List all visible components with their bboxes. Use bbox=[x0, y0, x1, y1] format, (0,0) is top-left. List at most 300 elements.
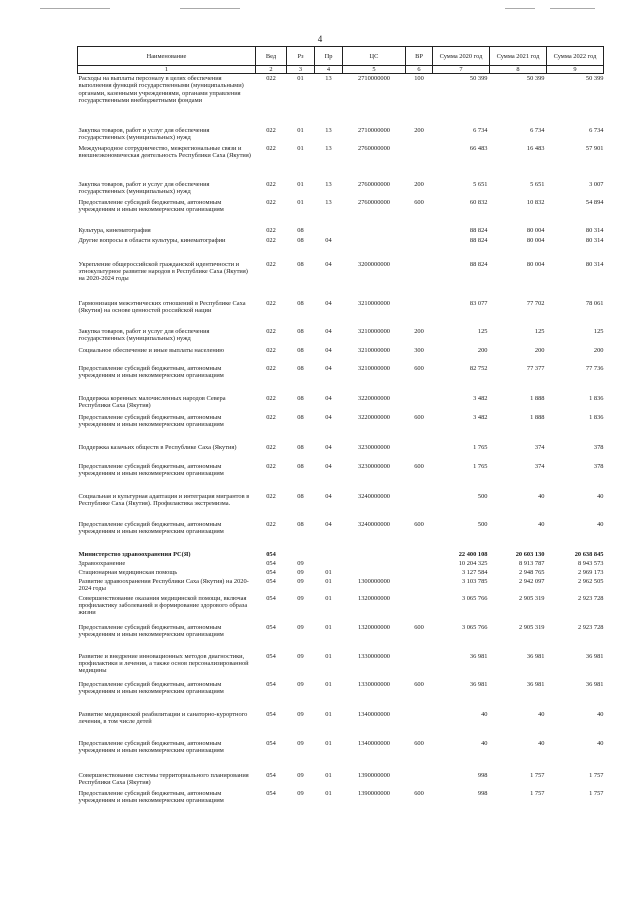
row-ved: 022 bbox=[266, 443, 276, 451]
row-cs: 3210000000 bbox=[358, 327, 390, 335]
row-vr: 100 bbox=[414, 75, 424, 82]
table-row bbox=[78, 260, 604, 299]
row-name: Культура, кинематография bbox=[78, 226, 151, 234]
table-row bbox=[78, 568, 604, 577]
row-name: Расходы на выплаты персоналу в целях обеспечения выполнения функций государственными (муниципальными) органами, казенными учреждениями, органами управления государственными внебюджетными фондами bbox=[78, 75, 244, 104]
header-name: Наименование bbox=[78, 47, 256, 66]
row-rz: 08 bbox=[297, 327, 304, 335]
column-number: 2 bbox=[256, 66, 287, 74]
row-sum-2020: 3 103 785 bbox=[461, 577, 488, 585]
row-sum-2022: 1 836 bbox=[589, 394, 604, 402]
row-cs: 3220000000 bbox=[358, 413, 390, 421]
row-name: Совершенствование системы территориального планирования Республики Саха (Якутия) bbox=[78, 771, 249, 786]
table-row bbox=[78, 144, 604, 180]
row-ved: 054 bbox=[266, 568, 276, 576]
row-pr bbox=[315, 559, 343, 568]
row-sum-2021: 125 bbox=[534, 327, 545, 335]
row-cs: 1340000000 bbox=[358, 739, 390, 747]
row-sum-2022: 36 981 bbox=[585, 652, 604, 660]
row-name: Закупка товаров, работ и услуг для обеспечения государственных (муниципальных) нужд bbox=[78, 126, 210, 141]
header-ved: Вед bbox=[256, 47, 287, 66]
row-vr bbox=[406, 771, 433, 789]
row-rz: 08 bbox=[297, 492, 304, 500]
table-row bbox=[78, 413, 604, 443]
row-sum-2020: 10 204 325 bbox=[458, 559, 488, 567]
row-sum-2021: 40 bbox=[538, 492, 545, 500]
row-rz: 01 bbox=[297, 144, 304, 152]
row-cs: 3220000000 bbox=[358, 394, 390, 402]
table-row bbox=[78, 559, 604, 568]
row-cs bbox=[343, 559, 406, 568]
row-ved: 054 bbox=[266, 710, 276, 718]
table-row bbox=[78, 623, 604, 652]
column-number: 3 bbox=[287, 66, 315, 74]
row-cs: 2760000000 bbox=[358, 198, 390, 206]
row-sum-2021: 16 483 bbox=[526, 144, 545, 152]
column-number: 6 bbox=[406, 66, 433, 74]
row-vr bbox=[406, 299, 433, 327]
row-rz: 08 bbox=[297, 394, 304, 402]
row-sum-2021: 1 888 bbox=[530, 394, 545, 402]
row-pr: 04 bbox=[325, 492, 332, 500]
row-sum-2020: 200 bbox=[477, 346, 488, 354]
row-sum-2022: 80 314 bbox=[585, 260, 604, 268]
scan-edge-line bbox=[180, 8, 240, 9]
row-ved: 054 bbox=[266, 652, 276, 660]
row-sum-2021: 1 757 bbox=[530, 771, 545, 779]
row-ved: 022 bbox=[266, 520, 276, 528]
row-rz: 09 bbox=[297, 594, 304, 602]
table-row bbox=[78, 180, 604, 198]
row-sum-2022: 20 638 845 bbox=[574, 550, 604, 558]
row-sum-2020: 998 bbox=[477, 771, 488, 779]
row-sum-2021: 2 905 319 bbox=[518, 623, 545, 631]
row-pr: 01 bbox=[325, 739, 332, 747]
row-pr: 01 bbox=[325, 623, 332, 631]
row-sum-2021: 36 981 bbox=[526, 652, 545, 660]
row-name: Предоставление субсидий бюджетным, автономным учреждениям и иным некоммерческим организациям bbox=[78, 739, 224, 754]
row-name: Министерство здравоохранения РС(Я) bbox=[78, 550, 191, 558]
row-rz: 08 bbox=[297, 443, 304, 451]
row-sum-2020: 3 482 bbox=[473, 413, 488, 421]
row-name: Предоставление субсидий бюджетным, автономным учреждениям и иным некоммерческим организациям bbox=[78, 520, 224, 535]
header-vr: ВР bbox=[406, 47, 433, 66]
row-name: Предоставление субсидий бюджетным, автономным учреждениям и иным некоммерческим организациям bbox=[78, 413, 224, 428]
row-cs: 2760000000 bbox=[358, 144, 390, 152]
row-rz: 08 bbox=[297, 520, 304, 528]
row-sum-2021: 10 832 bbox=[526, 198, 545, 206]
row-rz: 09 bbox=[297, 680, 304, 688]
row-sum-2021: 374 bbox=[534, 443, 545, 451]
row-name: Предоставление субсидий бюджетным, автономным учреждениям и иным некоммерческим организациям bbox=[78, 364, 224, 379]
table-row bbox=[78, 789, 604, 807]
row-cs: 3240000000 bbox=[358, 492, 390, 500]
row-pr: 04 bbox=[325, 364, 332, 372]
row-pr: 13 bbox=[325, 180, 332, 188]
table-row bbox=[78, 550, 604, 559]
row-cs: 3230000000 bbox=[358, 443, 390, 451]
table-row bbox=[78, 346, 604, 364]
header-rz: Рз bbox=[287, 47, 315, 66]
column-number: 7 bbox=[433, 66, 490, 74]
row-cs: 1320000000 bbox=[358, 594, 390, 602]
row-sum-2020: 500 bbox=[477, 520, 488, 528]
row-name: Социальное обеспечение и иные выплаты населению bbox=[78, 346, 225, 354]
row-pr: 04 bbox=[325, 413, 332, 421]
row-sum-2020: 50 399 bbox=[469, 75, 488, 82]
row-cs: 1320000000 bbox=[358, 623, 390, 631]
row-sum-2020: 40 bbox=[481, 710, 488, 718]
row-sum-2022: 57 901 bbox=[585, 144, 604, 152]
row-name: Предоставление субсидий бюджетным, автономным учреждениям и иным некоммерческим организациям bbox=[78, 623, 224, 638]
row-name: Развитие медицинской реабилитации и санаторно-курортного лечения, в том числе детей bbox=[78, 710, 248, 725]
row-sum-2022: 2 923 728 bbox=[577, 623, 604, 631]
row-sum-2020: 5 651 bbox=[473, 180, 488, 188]
row-pr: 01 bbox=[325, 710, 332, 718]
row-sum-2020: 998 bbox=[477, 789, 488, 797]
row-name: Закупка товаров, работ и услуг для обеспечения государственных (муниципальных) нужд bbox=[78, 180, 210, 195]
row-sum-2022: 40 bbox=[597, 710, 604, 718]
row-sum-2021: 80 004 bbox=[526, 236, 545, 244]
row-sum-2020: 88 824 bbox=[469, 226, 488, 234]
row-rz: 01 bbox=[297, 198, 304, 206]
scan-edge-line bbox=[550, 8, 595, 9]
table-row bbox=[78, 236, 604, 260]
row-pr: 04 bbox=[325, 260, 332, 268]
row-cs: 1340000000 bbox=[358, 710, 390, 718]
row-rz: 08 bbox=[297, 226, 304, 234]
column-number-row bbox=[78, 66, 604, 74]
table-header-row bbox=[78, 47, 604, 66]
row-sum-2020: 40 bbox=[481, 739, 488, 747]
row-rz: 08 bbox=[297, 346, 304, 354]
row-ved: 022 bbox=[266, 346, 276, 354]
row-name: Предоставление субсидий бюджетным, автономным учреждениям и иным некоммерческим организациям bbox=[78, 462, 224, 477]
row-vr bbox=[406, 226, 433, 236]
row-cs: 3210000000 bbox=[358, 299, 390, 307]
row-sum-2021: 50 399 bbox=[526, 75, 545, 82]
row-vr: 600 bbox=[414, 623, 424, 631]
table-row bbox=[78, 364, 604, 394]
table-row bbox=[78, 74, 604, 126]
row-sum-2022: 2 923 728 bbox=[577, 594, 604, 602]
row-rz: 09 bbox=[297, 559, 304, 567]
row-pr: 04 bbox=[325, 394, 332, 402]
row-sum-2022: 77 736 bbox=[585, 364, 604, 372]
row-ved: 022 bbox=[266, 180, 276, 188]
row-vr bbox=[406, 559, 433, 568]
row-ved: 054 bbox=[266, 577, 276, 585]
row-ved: 054 bbox=[266, 771, 276, 779]
row-ved: 054 bbox=[266, 550, 276, 558]
row-sum-2020: 3 065 766 bbox=[461, 594, 488, 602]
row-rz: 01 bbox=[297, 126, 304, 134]
row-sum-2020: 6 734 bbox=[473, 126, 488, 134]
row-vr bbox=[406, 394, 433, 413]
row-vr bbox=[406, 260, 433, 299]
row-sum-2020: 83 077 bbox=[469, 299, 488, 307]
row-vr bbox=[406, 710, 433, 739]
row-vr: 600 bbox=[414, 739, 424, 747]
table-row bbox=[78, 462, 604, 492]
row-vr: 600 bbox=[414, 413, 424, 421]
scan-edge-line bbox=[505, 8, 535, 9]
row-ved: 054 bbox=[266, 739, 276, 747]
row-pr: 01 bbox=[325, 568, 332, 576]
column-number: 9 bbox=[547, 66, 604, 74]
row-ved: 022 bbox=[266, 299, 276, 307]
table-row bbox=[78, 126, 604, 144]
row-sum-2020: 88 824 bbox=[469, 260, 488, 268]
row-vr: 200 bbox=[414, 180, 424, 188]
column-number: 8 bbox=[490, 66, 547, 74]
row-sum-2021: 80 004 bbox=[526, 226, 545, 234]
row-sum-2020: 60 832 bbox=[469, 198, 488, 206]
table-row bbox=[78, 739, 604, 771]
row-name: Укрепление общероссийской гражданской идентичности и этнокультурное развитие народов в Республике Саха (Якутия) на 2020-2024 годы bbox=[78, 260, 248, 283]
row-pr: 13 bbox=[325, 198, 332, 206]
row-vr bbox=[406, 594, 433, 623]
budget-table bbox=[77, 46, 604, 807]
row-pr bbox=[315, 226, 343, 236]
row-sum-2022: 36 981 bbox=[585, 680, 604, 688]
row-cs: 2710000000 bbox=[358, 75, 390, 82]
row-vr: 600 bbox=[414, 198, 424, 206]
row-pr: 04 bbox=[325, 236, 332, 244]
row-cs: 3210000000 bbox=[358, 364, 390, 372]
row-ved: 054 bbox=[266, 680, 276, 688]
row-name: Международное сотрудничество, межрегиональные связи и внешнеэкономическая деятельность Республики Саха (Якутия) bbox=[78, 144, 251, 159]
row-cs bbox=[343, 550, 406, 559]
row-sum-2022: 378 bbox=[593, 462, 604, 470]
row-sum-2021: 2 942 097 bbox=[518, 577, 545, 585]
row-cs: 2760000000 bbox=[358, 180, 390, 188]
row-sum-2021: 374 bbox=[534, 462, 545, 470]
row-pr: 04 bbox=[325, 299, 332, 307]
row-pr: 01 bbox=[325, 680, 332, 688]
row-pr: 01 bbox=[325, 652, 332, 660]
row-sum-2022: 40 bbox=[597, 520, 604, 528]
row-vr: 200 bbox=[414, 327, 424, 335]
row-sum-2021: 1 888 bbox=[530, 413, 545, 421]
row-ved: 022 bbox=[266, 413, 276, 421]
row-sum-2022: 78 061 bbox=[585, 299, 604, 307]
row-vr: 600 bbox=[414, 364, 424, 372]
row-sum-2022: 6 734 bbox=[589, 126, 604, 134]
row-pr: 04 bbox=[325, 327, 332, 335]
row-sum-2022: 54 894 bbox=[585, 198, 604, 206]
row-rz: 09 bbox=[297, 789, 304, 797]
row-vr: 200 bbox=[414, 126, 424, 134]
table-row bbox=[78, 652, 604, 680]
row-sum-2020: 125 bbox=[477, 327, 488, 335]
row-vr bbox=[406, 550, 433, 559]
row-name: Стационарная медицинская помощь bbox=[78, 568, 178, 576]
row-rz: 09 bbox=[297, 739, 304, 747]
row-rz: 08 bbox=[297, 364, 304, 372]
table-row bbox=[78, 771, 604, 789]
row-cs: 1390000000 bbox=[358, 789, 390, 797]
row-vr: 600 bbox=[414, 789, 424, 797]
row-sum-2020: 36 981 bbox=[469, 680, 488, 688]
table-row bbox=[78, 327, 604, 346]
row-cs: 1300000000 bbox=[358, 577, 390, 585]
row-pr: 04 bbox=[325, 520, 332, 528]
row-rz: 08 bbox=[297, 413, 304, 421]
table-row bbox=[78, 710, 604, 739]
row-vr bbox=[406, 443, 433, 462]
row-pr bbox=[315, 550, 343, 559]
table-row bbox=[78, 394, 604, 413]
row-ved: 054 bbox=[266, 594, 276, 602]
row-pr: 01 bbox=[325, 577, 332, 585]
row-vr: 600 bbox=[414, 462, 424, 470]
row-ved: 022 bbox=[266, 327, 276, 335]
table-row bbox=[78, 299, 604, 327]
column-number: 1 bbox=[78, 66, 256, 74]
row-sum-2022: 80 314 bbox=[585, 236, 604, 244]
row-sum-2022: 2 969 173 bbox=[577, 568, 604, 576]
row-cs: 3240000000 bbox=[358, 520, 390, 528]
row-sum-2022: 1 757 bbox=[589, 771, 604, 779]
row-ved: 022 bbox=[266, 236, 276, 244]
row-ved: 054 bbox=[266, 789, 276, 797]
row-vr: 300 bbox=[414, 346, 424, 354]
row-name: Гармонизация межэтнических отношений в Республике Саха (Якутия) на основе ценностей российской нации bbox=[78, 299, 246, 314]
column-number: 5 bbox=[343, 66, 406, 74]
column-number: 4 bbox=[315, 66, 343, 74]
row-cs: 3230000000 bbox=[358, 462, 390, 470]
row-vr bbox=[406, 577, 433, 594]
table-row bbox=[78, 198, 604, 226]
row-rz bbox=[287, 550, 315, 559]
row-sum-2022: 3 007 bbox=[589, 180, 604, 188]
row-sum-2020: 36 981 bbox=[469, 652, 488, 660]
row-cs: 3200000000 bbox=[358, 260, 390, 268]
row-ved: 022 bbox=[266, 260, 276, 268]
row-ved: 022 bbox=[266, 462, 276, 470]
row-pr: 04 bbox=[325, 443, 332, 451]
row-vr bbox=[406, 144, 433, 180]
table-row bbox=[78, 226, 604, 236]
header-cs: ЦС bbox=[343, 47, 406, 66]
row-rz: 01 bbox=[297, 75, 304, 82]
row-rz: 09 bbox=[297, 652, 304, 660]
row-sum-2022: 1 757 bbox=[589, 789, 604, 797]
row-name: Поддержка казачьих обществ в Республике Саха (Якутия) bbox=[78, 443, 237, 451]
row-ved: 054 bbox=[266, 559, 276, 567]
row-ved: 022 bbox=[266, 364, 276, 372]
row-vr bbox=[406, 492, 433, 520]
table-row bbox=[78, 443, 604, 462]
row-sum-2020: 1 765 bbox=[473, 462, 488, 470]
table-row bbox=[78, 594, 604, 623]
scan-edge-line bbox=[40, 8, 110, 9]
row-cs bbox=[343, 568, 406, 577]
row-sum-2021: 8 913 787 bbox=[518, 559, 545, 567]
row-sum-2020: 22 400 108 bbox=[458, 550, 488, 558]
row-ved: 022 bbox=[266, 144, 276, 152]
header-sum-2022: Сумма 2022 год bbox=[547, 47, 604, 66]
table-row bbox=[78, 520, 604, 550]
row-sum-2022: 80 314 bbox=[585, 226, 604, 234]
row-sum-2022: 40 bbox=[597, 739, 604, 747]
row-sum-2021: 77 702 bbox=[526, 299, 545, 307]
row-ved: 022 bbox=[266, 75, 276, 82]
row-name: Развитие и внедрение инновационных методов диагностики, профилактики и лечения, а также основ персонализированной медицины bbox=[78, 652, 249, 675]
row-pr: 04 bbox=[325, 462, 332, 470]
table-row bbox=[78, 492, 604, 520]
row-rz: 08 bbox=[297, 462, 304, 470]
row-rz: 09 bbox=[297, 623, 304, 631]
row-ved: 022 bbox=[266, 198, 276, 206]
row-rz: 01 bbox=[297, 180, 304, 188]
row-sum-2021: 40 bbox=[538, 739, 545, 747]
row-rz: 09 bbox=[297, 577, 304, 585]
row-pr: 13 bbox=[325, 144, 332, 152]
row-name: Развитие здравоохранения Республики Саха (Якутия) на 2020-2024 годы bbox=[78, 577, 249, 592]
row-sum-2022: 8 943 573 bbox=[577, 559, 604, 567]
row-sum-2021: 20 603 130 bbox=[515, 550, 545, 558]
row-sum-2021: 200 bbox=[534, 346, 545, 354]
row-name: Предоставление субсидий бюджетным, автономным учреждениям и иным некоммерческим организациям bbox=[78, 789, 224, 804]
row-sum-2020: 82 752 bbox=[469, 364, 488, 372]
row-cs: 1330000000 bbox=[358, 680, 390, 688]
row-vr: 600 bbox=[414, 520, 424, 528]
row-pr: 01 bbox=[325, 789, 332, 797]
row-name: Другие вопросы в области культуры, кинематографии bbox=[78, 236, 226, 244]
row-sum-2022: 1 836 bbox=[589, 413, 604, 421]
row-sum-2020: 1 765 bbox=[473, 443, 488, 451]
header-sum-2021: Сумма 2021 год bbox=[490, 47, 547, 66]
row-sum-2020: 500 bbox=[477, 492, 488, 500]
row-cs: 1330000000 bbox=[358, 652, 390, 660]
row-cs: 1390000000 bbox=[358, 771, 390, 779]
row-sum-2021: 1 757 bbox=[530, 789, 545, 797]
row-rz: 08 bbox=[297, 299, 304, 307]
row-name: Социальная и культурная адаптация и интеграция мигрантов в Республике Саха (Якутия). Профилактика экстремизма. bbox=[78, 492, 250, 507]
row-sum-2020: 66 483 bbox=[469, 144, 488, 152]
row-name: Закупка товаров, работ и услуг для обеспечения государственных (муниципальных) нужд bbox=[78, 327, 210, 342]
row-sum-2021: 80 004 bbox=[526, 260, 545, 268]
header-pr: Пр bbox=[315, 47, 343, 66]
row-cs bbox=[343, 236, 406, 260]
row-sum-2021: 40 bbox=[538, 520, 545, 528]
row-vr bbox=[406, 236, 433, 260]
row-cs: 3210000000 bbox=[358, 346, 390, 354]
header-sum-2020: Сумма 2020 год bbox=[433, 47, 490, 66]
row-sum-2022: 200 bbox=[593, 346, 604, 354]
row-sum-2020: 88 824 bbox=[469, 236, 488, 244]
row-vr bbox=[406, 652, 433, 680]
page-number: 4 bbox=[317, 34, 323, 44]
row-ved: 054 bbox=[266, 623, 276, 631]
row-sum-2021: 77 377 bbox=[526, 364, 545, 372]
row-rz: 09 bbox=[297, 568, 304, 576]
row-sum-2022: 40 bbox=[597, 492, 604, 500]
row-sum-2021: 5 651 bbox=[530, 180, 545, 188]
row-sum-2021: 2 948 765 bbox=[518, 568, 545, 576]
row-sum-2020: 3 127 584 bbox=[461, 568, 488, 576]
row-vr bbox=[406, 568, 433, 577]
row-name: Предоставление субсидий бюджетным, автономным учреждениям и иным некоммерческим организациям bbox=[78, 198, 224, 213]
table-row bbox=[78, 680, 604, 710]
row-sum-2022: 2 962 505 bbox=[577, 577, 604, 585]
row-sum-2020: 3 482 bbox=[473, 394, 488, 402]
row-pr: 13 bbox=[325, 75, 332, 82]
row-sum-2020: 3 065 766 bbox=[461, 623, 488, 631]
row-rz: 09 bbox=[297, 771, 304, 779]
